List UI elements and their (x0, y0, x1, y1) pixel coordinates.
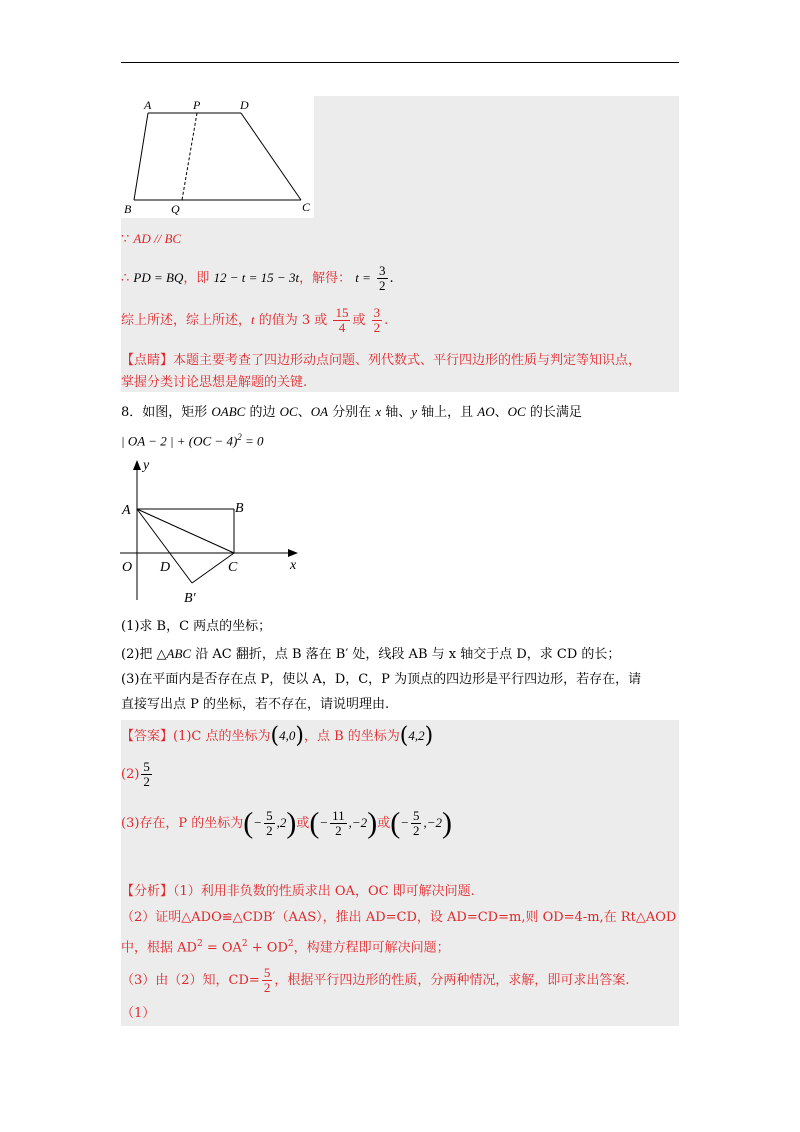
analysis-4: （3）由（2）知，CD= $\frac{5}{2}$ ，根据平行四边形的性质，分两种情况，求解，即可求出答案. (121, 965, 630, 995)
question-2: (2)把 △ABC 沿 AC 翻折，点 B 落在 B′ 处，线段 AB 与 x 轴交于点 D，求 CD 的长； (121, 646, 621, 662)
point-label-D: D (160, 560, 171, 575)
analysis-3: 中，根据 $AD^2 = OA^2 + OD^2$，构建方程即可解决问题； (121, 939, 450, 956)
label-D: D (240, 98, 249, 112)
answer-2: (2) $\frac{5}{2}$ (121, 759, 150, 789)
analysis-5: （1） (121, 1006, 156, 1021)
answer-1: 【答案】(1)C 点的坐标为(4,0)，点 B 的坐标为(4,2) (121, 723, 434, 749)
comment-line-1: 【点睛】本题主要考查了四边形动点问题、列代数式、平行四边形的性质与判定等知识点， (121, 353, 642, 368)
analysis-2: （2）证明△ADO≌△CDB′（AAS），推出 AD=CD，设 AD=CD=m,则 OD=4-m,在 Rt△AOD (121, 910, 677, 925)
label-P: P (193, 98, 201, 112)
point-label-B: B (235, 501, 244, 516)
axis-label-x: x (290, 558, 297, 573)
comment-line-2: 掌握分类讨论思想是解题的关键. (121, 375, 308, 390)
label-C: C (302, 200, 311, 214)
figure-rectangle-oabc (116, 450, 316, 610)
point-label-A: A (122, 503, 131, 518)
question-1: (1)求 B，C 两点的坐标； (121, 619, 272, 634)
point-label-Bp: B′ (184, 591, 196, 606)
answer-3: (3)存在，P 的坐标为(− $\frac{5}{2}$ ,2)或(− $\frac{11}{2}$ ,−2)或(− $\frac{5}{2}$ ,−2) (121, 806, 453, 840)
point-label-O: O (122, 560, 133, 575)
header-rule (121, 62, 679, 63)
axis-label-y: y (143, 458, 150, 473)
figure-trapezoid (121, 96, 314, 218)
line-because: ∵ AD // BC (121, 231, 182, 247)
problem-8-intro: 8．如图，矩形 OABC 的边 OC、OA 分别在 x 轴、y 轴上，且 AO、OC 的长满足 (121, 404, 582, 420)
analysis-1: 【分析】（1）利用非负数的性质求出 OA，OC 即可解决问题. (121, 884, 475, 899)
label-Q: Q (171, 202, 180, 216)
line-summary: 综上所述，综上所述，t 的值为 3 或 $\frac{15}{4}$ 或 $\frac{3}{2}$ . (121, 305, 389, 335)
question-3-line-2: 直接写出点 P 的坐标，若不存在，请说明理由. (121, 697, 390, 712)
question-3-line-1: (3)在平面内是否存在点 P，使以 A，D，C，P 为顶点的四边形是平行四边形，若存在，请 (121, 672, 642, 687)
label-B: B (124, 202, 132, 216)
problem-8-condition: | OA − 2 | + (OC − 4)$^2$ = 0 (121, 432, 264, 449)
label-A: A (144, 98, 152, 112)
point-label-C: C (228, 560, 238, 575)
line-therefore: ∴ PD = BQ，即 12 − t = 15 − 3t，解得： t = $\frac{3}{2}$ . (121, 263, 394, 293)
